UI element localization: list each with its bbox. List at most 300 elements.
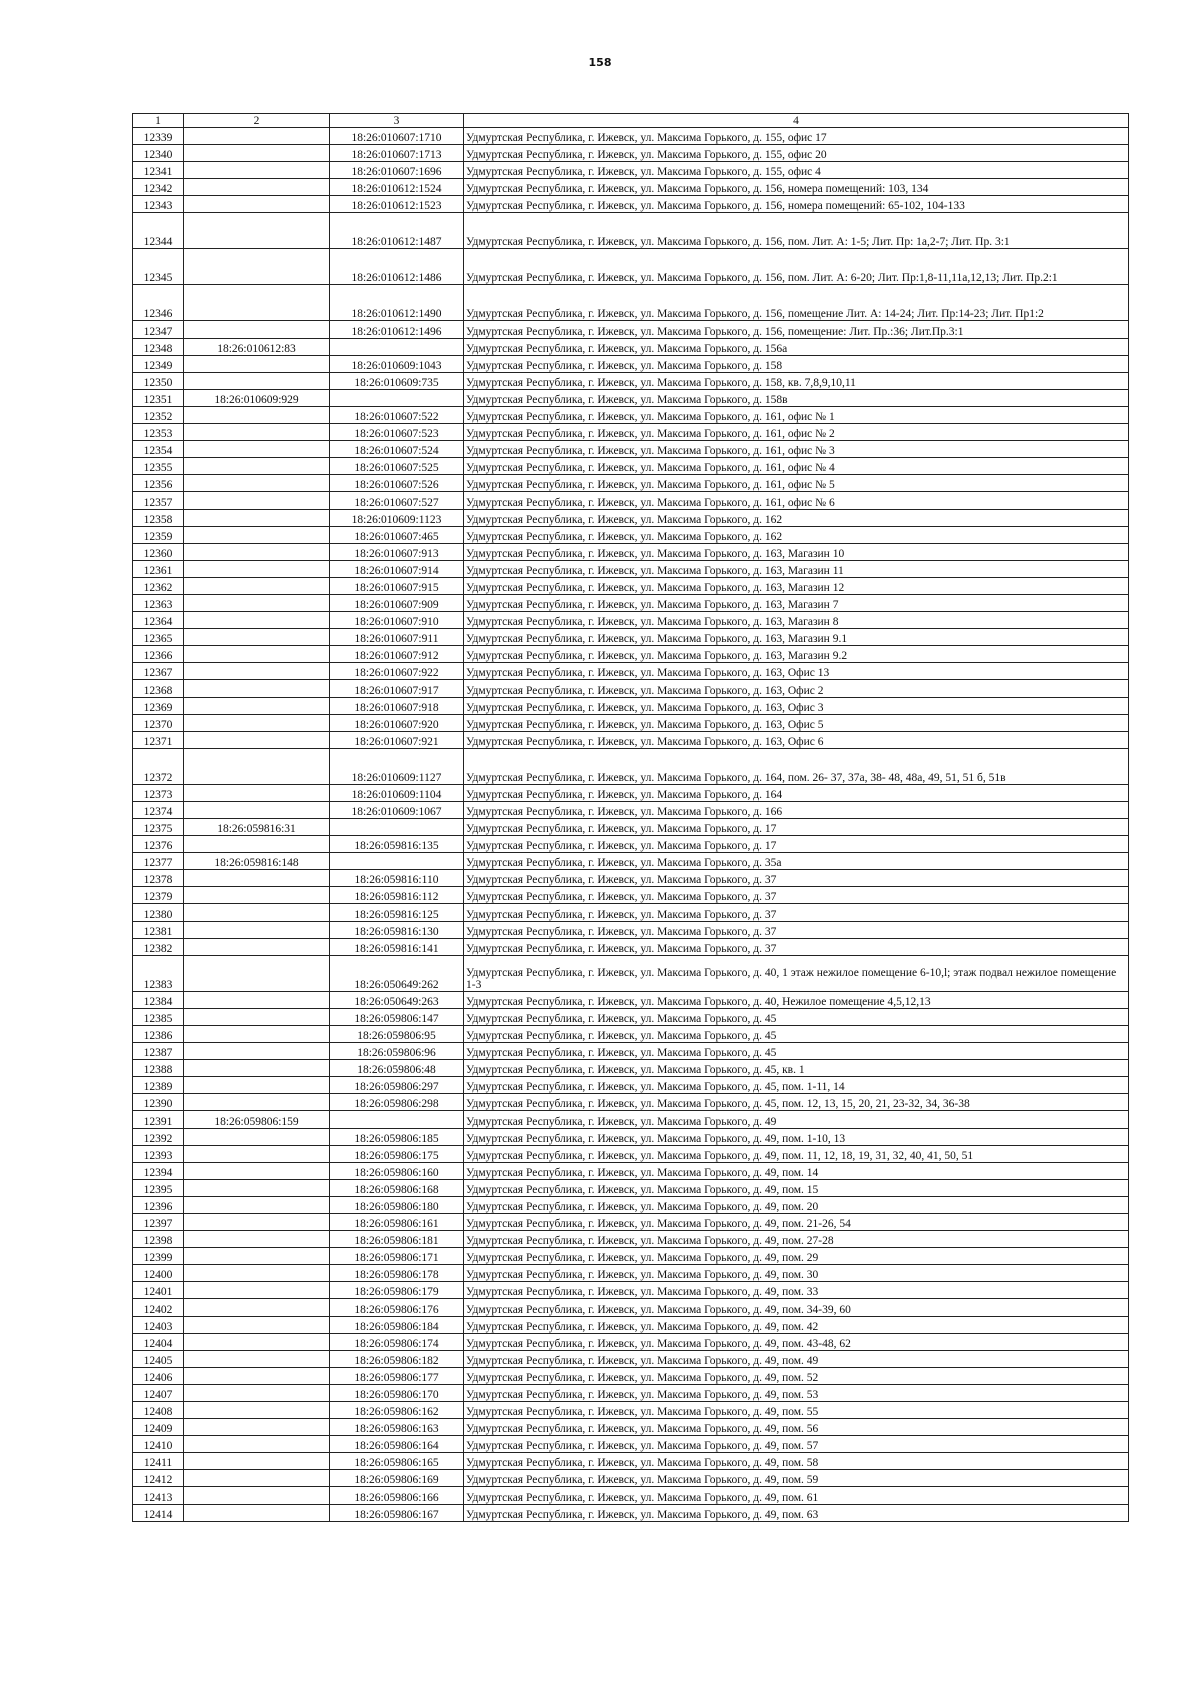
row-number: 12353 <box>133 424 184 441</box>
row-number: 12378 <box>133 870 184 887</box>
address: Удмуртская Республика, г. Ижевск, ул. Максима Горького, д. 158в <box>464 389 1129 406</box>
address: Удмуртская Республика, г. Ижевск, ул. Максима Горького, д. 49, пом. 57 <box>464 1436 1129 1453</box>
table-row <box>133 714 1129 731</box>
table-row <box>133 1179 1129 1196</box>
table-row <box>133 526 1129 543</box>
cadastral-number-col3: 18:26:010612:1523 <box>330 196 464 213</box>
row-number: 12376 <box>133 836 184 853</box>
row-number: 12400 <box>133 1265 184 1282</box>
address: Удмуртская Республика, г. Ижевск, ул. Максима Горького, д. 49, пом. 55 <box>464 1402 1129 1419</box>
row-number: 12377 <box>133 853 184 870</box>
cadastral-number-col2 <box>184 1248 330 1265</box>
cadastral-number-col3: 18:26:059816:112 <box>330 887 464 904</box>
row-number: 12407 <box>133 1384 184 1401</box>
cadastral-number-col3: 18:26:010609:1127 <box>330 748 464 784</box>
cadastral-number-col3: 18:26:059806:95 <box>330 1025 464 1042</box>
address: Удмуртская Республика, г. Ижевск, ул. Максима Горького, д. 45 <box>464 1025 1129 1042</box>
cadastral-number-col2 <box>184 1470 330 1487</box>
cadastral-number-col3: 18:26:010609:1067 <box>330 801 464 818</box>
address: Удмуртская Республика, г. Ижевск, ул. Максима Горького, д. 49, пом. 52 <box>464 1367 1129 1384</box>
address: Удмуртская Республика, г. Ижевск, ул. Максима Горького, д. 163, Магазин 11 <box>464 560 1129 577</box>
table-row <box>133 1367 1129 1384</box>
address: Удмуртская Республика, г. Ижевск, ул. Максима Горького, д. 45 <box>464 1043 1129 1060</box>
cadastral-number-col2 <box>184 424 330 441</box>
address: Удмуртская Республика, г. Ижевск, ул. Максима Горького, д. 161, офис № 3 <box>464 441 1129 458</box>
table-row <box>133 560 1129 577</box>
table-row <box>133 836 1129 853</box>
address: Удмуртская Республика, г. Ижевск, ул. Максима Горького, д. 49, пом. 42 <box>464 1316 1129 1333</box>
cadastral-number-col2 <box>184 836 330 853</box>
cadastral-number-col2 <box>184 492 330 509</box>
row-number: 12389 <box>133 1077 184 1094</box>
row-number: 12379 <box>133 887 184 904</box>
cadastral-number-col3: 18:26:059806:170 <box>330 1384 464 1401</box>
cadastral-number-col3: 18:26:059806:184 <box>330 1316 464 1333</box>
address: Удмуртская Республика, г. Ижевск, ул. Максима Горького, д. 155, офис 17 <box>464 128 1129 145</box>
cadastral-number-col2 <box>184 594 330 611</box>
cadastral-number-col2 <box>184 938 330 955</box>
cadastral-number-col3: 18:26:010612:1496 <box>330 321 464 338</box>
row-number: 12340 <box>133 145 184 162</box>
row-number: 12411 <box>133 1453 184 1470</box>
address: Удмуртская Республика, г. Ижевск, ул. Максима Горького, д. 163, Офис 2 <box>464 680 1129 697</box>
cadastral-number-col2 <box>184 1504 330 1521</box>
table-row <box>133 938 1129 955</box>
address: Удмуртская Республика, г. Ижевск, ул. Максима Горького, д. 156, номера помещений: 65-102, 104-133 <box>464 196 1129 213</box>
row-number: 12339 <box>133 128 184 145</box>
address: Удмуртская Республика, г. Ижевск, ул. Максима Горького, д. 49, пом. 11, 12, 18, 19, 31, 32, 40, 41, 50, 51 <box>464 1145 1129 1162</box>
table-row <box>133 680 1129 697</box>
table-row <box>133 128 1129 145</box>
table-row <box>133 1025 1129 1042</box>
cadastral-number-col2 <box>184 784 330 801</box>
row-number: 12401 <box>133 1282 184 1299</box>
cadastral-number-col2 <box>184 1025 330 1042</box>
cadastral-number-col3: 18:26:010607:523 <box>330 424 464 441</box>
cadastral-number-col2: 18:26:059806:159 <box>184 1111 330 1128</box>
cadastral-number-col3: 18:26:059806:175 <box>330 1145 464 1162</box>
cadastral-number-col2 <box>184 991 330 1008</box>
row-number: 12360 <box>133 543 184 560</box>
cadastral-number-col3 <box>330 1111 464 1128</box>
table-row <box>133 663 1129 680</box>
cadastral-number-col2 <box>184 213 330 249</box>
cadastral-number-col3: 18:26:010609:735 <box>330 372 464 389</box>
row-number: 12394 <box>133 1162 184 1179</box>
cadastral-number-col2 <box>184 748 330 784</box>
table-row <box>133 1265 1129 1282</box>
cadastral-number-col3: 18:26:010607:913 <box>330 543 464 560</box>
address: Удмуртская Республика, г. Ижевск, ул. Максима Горького, д. 162 <box>464 526 1129 543</box>
table-body <box>133 128 1129 1522</box>
row-number: 12359 <box>133 526 184 543</box>
row-number: 12350 <box>133 372 184 389</box>
row-number: 12397 <box>133 1213 184 1230</box>
address: Удмуртская Республика, г. Ижевск, ул. Максима Горького, д. 49, пом. 27-28 <box>464 1231 1129 1248</box>
row-number: 12370 <box>133 714 184 731</box>
cadastral-number-col3: 18:26:010607:525 <box>330 458 464 475</box>
table-row <box>133 1128 1129 1145</box>
cadastral-number-col2 <box>184 249 330 285</box>
row-number: 12413 <box>133 1487 184 1504</box>
address: Удмуртская Республика, г. Ижевск, ул. Максима Горького, д. 155, офис 4 <box>464 162 1129 179</box>
cadastral-number-col3: 18:26:010607:921 <box>330 731 464 748</box>
cadastral-number-col2 <box>184 1299 330 1316</box>
address: Удмуртская Республика, г. Ижевск, ул. Максима Горького, д. 45, пом. 12, 13, 15, 20, 21, 23-32, 34, 36-38 <box>464 1094 1129 1111</box>
cadastral-number-col2 <box>184 285 330 321</box>
table-row <box>133 249 1129 285</box>
address: Удмуртская Республика, г. Ижевск, ул. Максима Горького, д. 37 <box>464 870 1129 887</box>
address: Удмуртская Республика, г. Ижевск, ул. Максима Горького, д. 37 <box>464 904 1129 921</box>
table-row <box>133 697 1129 714</box>
cadastral-number-col3: 18:26:059806:298 <box>330 1094 464 1111</box>
cadastral-number-col3: 18:26:010607:524 <box>330 441 464 458</box>
row-number: 12374 <box>133 801 184 818</box>
cadastral-number-col2 <box>184 1043 330 1060</box>
cadastral-number-col3: 18:26:010607:918 <box>330 697 464 714</box>
row-number: 12402 <box>133 1299 184 1316</box>
cadastral-number-col3 <box>330 853 464 870</box>
table-row <box>133 179 1129 196</box>
cadastral-number-col3: 18:26:059806:174 <box>330 1333 464 1350</box>
address: Удмуртская Республика, г. Ижевск, ул. Максима Горького, д. 49, пом. 63 <box>464 1504 1129 1521</box>
cadastral-number-col3: 18:26:059806:168 <box>330 1179 464 1196</box>
table-row <box>133 162 1129 179</box>
cadastral-number-col2 <box>184 1179 330 1196</box>
cadastral-number-col3: 18:26:010607:912 <box>330 646 464 663</box>
address: Удмуртская Республика, г. Ижевск, ул. Максима Горького, д. 163, Магазин 7 <box>464 594 1129 611</box>
cadastral-number-col2 <box>184 697 330 714</box>
cadastral-number-col3: 18:26:059816:125 <box>330 904 464 921</box>
cadastral-number-col3: 18:26:059806:179 <box>330 1282 464 1299</box>
row-number: 12403 <box>133 1316 184 1333</box>
cadastral-number-col2 <box>184 196 330 213</box>
row-number: 12388 <box>133 1060 184 1077</box>
row-number: 12362 <box>133 577 184 594</box>
table-row <box>133 1504 1129 1521</box>
table-row <box>133 1384 1129 1401</box>
table-row <box>133 285 1129 321</box>
address: Удмуртская Республика, г. Ижевск, ул. Максима Горького, д. 49, пом. 34-39, 60 <box>464 1299 1129 1316</box>
cadastral-number-col3: 18:26:010609:1123 <box>330 509 464 526</box>
address: Удмуртская Республика, г. Ижевск, ул. Максима Горького, д. 163, Магазин 8 <box>464 612 1129 629</box>
table-row <box>133 1145 1129 1162</box>
row-number: 12391 <box>133 1111 184 1128</box>
row-number: 12365 <box>133 629 184 646</box>
cadastral-number-col2 <box>184 731 330 748</box>
table-row <box>133 213 1129 249</box>
address: Удмуртская Республика, г. Ижевск, ул. Максима Горького, д. 49, пом. 61 <box>464 1487 1129 1504</box>
row-number: 12382 <box>133 938 184 955</box>
cadastral-number-col3: 18:26:010607:522 <box>330 406 464 423</box>
table-row <box>133 1470 1129 1487</box>
table-row <box>133 389 1129 406</box>
table-row <box>133 475 1129 492</box>
row-number: 12363 <box>133 594 184 611</box>
cadastral-number-col3: 18:26:010607:909 <box>330 594 464 611</box>
cadastral-number-col3: 18:26:059816:110 <box>330 870 464 887</box>
table-header-row <box>133 114 1129 128</box>
address: Удмуртская Республика, г. Ижевск, ул. Максима Горького, д. 49, пом. 20 <box>464 1196 1129 1213</box>
address: Удмуртская Республика, г. Ижевск, ул. Максима Горького, д. 40, 1 этаж нежилое помещение 6-10,l; этаж подвал нежилое помещение 1-3 <box>464 955 1129 991</box>
cadastral-number-col3: 18:26:059806:178 <box>330 1265 464 1282</box>
address: Удмуртская Республика, г. Ижевск, ул. Максима Горького, д. 161, офис № 6 <box>464 492 1129 509</box>
address: Удмуртская Республика, г. Ижевск, ул. Максима Горького, д. 156, пом. Лит. А: 6-20; Лит. Пр:1,8-11,11а,12,13; Лит. Пр.2:1 <box>464 249 1129 285</box>
cadastral-number-col2 <box>184 1333 330 1350</box>
row-number: 12375 <box>133 819 184 836</box>
address: Удмуртская Республика, г. Ижевск, ул. Максима Горького, д. 49, пом. 29 <box>464 1248 1129 1265</box>
cadastral-number-col3: 18:26:059806:169 <box>330 1470 464 1487</box>
address: Удмуртская Республика, г. Ижевск, ул. Максима Горького, д. 163, Офис 3 <box>464 697 1129 714</box>
cadastral-number-col2 <box>184 1282 330 1299</box>
cadastral-number-col2 <box>184 1128 330 1145</box>
table-row <box>133 441 1129 458</box>
cadastral-number-col3: 18:26:010607:1710 <box>330 128 464 145</box>
row-number: 12354 <box>133 441 184 458</box>
row-number: 12352 <box>133 406 184 423</box>
cadastral-number-col3: 18:26:059806:161 <box>330 1213 464 1230</box>
cadastral-number-col2 <box>184 372 330 389</box>
address: Удмуртская Республика, г. Ижевск, ул. Максима Горького, д. 49, пом. 30 <box>464 1265 1129 1282</box>
cadastral-number-col2 <box>184 145 330 162</box>
row-number: 12383 <box>133 955 184 991</box>
row-number: 12410 <box>133 1436 184 1453</box>
table-row <box>133 904 1129 921</box>
address: Удмуртская Республика, г. Ижевск, ул. Максима Горького, д. 156а <box>464 338 1129 355</box>
row-number: 12342 <box>133 179 184 196</box>
address: Удмуртская Республика, г. Ижевск, ул. Максима Горького, д. 37 <box>464 887 1129 904</box>
address: Удмуртская Республика, г. Ижевск, ул. Максима Горького, д. 49, пом. 49 <box>464 1350 1129 1367</box>
cadastral-number-col2 <box>184 1419 330 1436</box>
cadastral-number-col3: 18:26:010612:1490 <box>330 285 464 321</box>
address: Удмуртская Республика, г. Ижевск, ул. Максима Горького, д. 163, Офис 13 <box>464 663 1129 680</box>
cadastral-number-col3: 18:26:010609:1043 <box>330 355 464 372</box>
cadastral-number-col2 <box>184 1384 330 1401</box>
table-row <box>133 1196 1129 1213</box>
table-row <box>133 870 1129 887</box>
table-row <box>133 1282 1129 1299</box>
cadastral-number-col3: 18:26:010609:1104 <box>330 784 464 801</box>
table-row <box>133 338 1129 355</box>
cadastral-number-col2 <box>184 128 330 145</box>
row-number: 12347 <box>133 321 184 338</box>
cadastral-number-col3: 18:26:010607:917 <box>330 680 464 697</box>
table-row <box>133 372 1129 389</box>
cadastral-number-col2 <box>184 1196 330 1213</box>
address: Удмуртская Республика, г. Ижевск, ул. Максима Горького, д. 164, пом. 26- 37, 37а, 38- 48, 48а, 49, 51, 51 б, 51в <box>464 748 1129 784</box>
table-row <box>133 1008 1129 1025</box>
cadastral-number-col2 <box>184 1231 330 1248</box>
cadastral-number-col2: 18:26:059816:31 <box>184 819 330 836</box>
row-number: 12369 <box>133 697 184 714</box>
cadastral-number-col2: 18:26:010612:83 <box>184 338 330 355</box>
table-row <box>133 629 1129 646</box>
cadastral-number-col2 <box>184 1145 330 1162</box>
table-row <box>133 355 1129 372</box>
cadastral-number-col2: 18:26:059816:148 <box>184 853 330 870</box>
table-row <box>133 784 1129 801</box>
column-header-3: 3 <box>330 114 464 128</box>
address: Удмуртская Республика, г. Ижевск, ул. Максима Горького, д. 158 <box>464 355 1129 372</box>
cadastral-number-col2 <box>184 475 330 492</box>
cadastral-number-col3: 18:26:059816:141 <box>330 938 464 955</box>
row-number: 12366 <box>133 646 184 663</box>
cadastral-number-col3: 18:26:059816:130 <box>330 921 464 938</box>
table-row <box>133 1453 1129 1470</box>
cadastral-number-col3: 18:26:059806:162 <box>330 1402 464 1419</box>
row-number: 12367 <box>133 663 184 680</box>
cadastral-number-col3: 18:26:059806:160 <box>330 1162 464 1179</box>
table-row <box>133 1060 1129 1077</box>
table-row <box>133 1111 1129 1128</box>
table-row <box>133 1043 1129 1060</box>
cadastral-number-col3: 18:26:010607:465 <box>330 526 464 543</box>
cadastral-number-col2 <box>184 560 330 577</box>
address: Удмуртская Республика, г. Ижевск, ул. Максима Горького, д. 49, пом. 56 <box>464 1419 1129 1436</box>
cadastral-number-col3: 18:26:010607:1696 <box>330 162 464 179</box>
cadastral-number-col3: 18:26:059806:147 <box>330 1008 464 1025</box>
column-header-1: 1 <box>133 114 184 128</box>
cadastral-number-col3: 18:26:059806:171 <box>330 1248 464 1265</box>
address: Удмуртская Республика, г. Ижевск, ул. Максима Горького, д. 37 <box>464 938 1129 955</box>
row-number: 12371 <box>133 731 184 748</box>
row-number: 12368 <box>133 680 184 697</box>
cadastral-number-col2 <box>184 714 330 731</box>
cadastral-number-col3: 18:26:050649:262 <box>330 955 464 991</box>
cadastral-number-col2 <box>184 1077 330 1094</box>
address: Удмуртская Республика, г. Ижевск, ул. Максима Горького, д. 166 <box>464 801 1129 818</box>
cadastral-number-col2 <box>184 1213 330 1230</box>
cadastral-number-col2 <box>184 509 330 526</box>
table-row <box>133 1299 1129 1316</box>
cadastral-number-col3: 18:26:010612:1524 <box>330 179 464 196</box>
row-number: 12412 <box>133 1470 184 1487</box>
row-number: 12357 <box>133 492 184 509</box>
row-number: 12345 <box>133 249 184 285</box>
cadastral-number-col3: 18:26:059806:164 <box>330 1436 464 1453</box>
cadastral-number-col2 <box>184 612 330 629</box>
table-row <box>133 1436 1129 1453</box>
cadastral-number-col2 <box>184 663 330 680</box>
cadastral-number-col3: 18:26:059806:176 <box>330 1299 464 1316</box>
cadastral-number-col2 <box>184 441 330 458</box>
address: Удмуртская Республика, г. Ижевск, ул. Максима Горького, д. 49, пом. 43-48, 62 <box>464 1333 1129 1350</box>
row-number: 12392 <box>133 1128 184 1145</box>
cadastral-number-col3 <box>330 389 464 406</box>
cadastral-number-col3 <box>330 338 464 355</box>
address: Удмуртская Республика, г. Ижевск, ул. Максима Горького, д. 17 <box>464 836 1129 853</box>
cadastral-number-col2 <box>184 1060 330 1077</box>
address: Удмуртская Республика, г. Ижевск, ул. Максима Горького, д. 49, пом. 53 <box>464 1384 1129 1401</box>
address: Удмуртская Республика, г. Ижевск, ул. Максима Горького, д. 49, пом. 1-10, 13 <box>464 1128 1129 1145</box>
table-row <box>133 1333 1129 1350</box>
cadastral-number-col3: 18:26:059806:96 <box>330 1043 464 1060</box>
row-number: 12395 <box>133 1179 184 1196</box>
row-number: 12344 <box>133 213 184 249</box>
row-number: 12361 <box>133 560 184 577</box>
address: Удмуртская Республика, г. Ижевск, ул. Максима Горького, д. 161, офис № 4 <box>464 458 1129 475</box>
row-number: 12349 <box>133 355 184 372</box>
address: Удмуртская Республика, г. Ижевск, ул. Максима Горького, д. 164 <box>464 784 1129 801</box>
cadastral-number-col3: 18:26:010607:915 <box>330 577 464 594</box>
address: Удмуртская Республика, г. Ижевск, ул. Максима Горького, д. 163, Магазин 10 <box>464 543 1129 560</box>
address: Удмуртская Республика, г. Ижевск, ул. Максима Горького, д. 45, кв. 1 <box>464 1060 1129 1077</box>
row-number: 12384 <box>133 991 184 1008</box>
address: Удмуртская Республика, г. Ижевск, ул. Максима Горького, д. 155, офис 20 <box>464 145 1129 162</box>
row-number: 12385 <box>133 1008 184 1025</box>
cadastral-number-col3: 18:26:059806:185 <box>330 1128 464 1145</box>
row-number: 12405 <box>133 1350 184 1367</box>
address: Удмуртская Республика, г. Ижевск, ул. Максима Горького, д. 49, пом. 33 <box>464 1282 1129 1299</box>
address: Удмуртская Республика, г. Ижевск, ул. Максима Горького, д. 49, пом. 14 <box>464 1162 1129 1179</box>
address: Удмуртская Республика, г. Ижевск, ул. Максима Горького, д. 163, Офис 5 <box>464 714 1129 731</box>
cadastral-number-col2 <box>184 1008 330 1025</box>
row-number: 12372 <box>133 748 184 784</box>
table-row <box>133 748 1129 784</box>
cadastral-number-col2: 18:26:010609:929 <box>184 389 330 406</box>
row-number: 12408 <box>133 1402 184 1419</box>
cadastral-number-col3: 18:26:059806:297 <box>330 1077 464 1094</box>
cadastral-number-col3: 18:26:010607:527 <box>330 492 464 509</box>
address: Удмуртская Республика, г. Ижевск, ул. Максима Горького, д. 156, пом. Лит. А: 1-5; Лит. Пр: 1а,2-7; Лит. Пр. 3:1 <box>464 213 1129 249</box>
address: Удмуртская Республика, г. Ижевск, ул. Максима Горького, д. 17 <box>464 819 1129 836</box>
row-number: 12351 <box>133 389 184 406</box>
row-number: 12346 <box>133 285 184 321</box>
address: Удмуртская Республика, г. Ижевск, ул. Максима Горького, д. 49, пом. 59 <box>464 1470 1129 1487</box>
cadastral-number-col2 <box>184 904 330 921</box>
cadastral-number-col2 <box>184 1094 330 1111</box>
cadastral-number-col2 <box>184 870 330 887</box>
cadastral-number-col2 <box>184 543 330 560</box>
table-row <box>133 921 1129 938</box>
row-number: 12393 <box>133 1145 184 1162</box>
cadastral-number-col2 <box>184 680 330 697</box>
cadastral-number-col2 <box>184 1367 330 1384</box>
table-row <box>133 1350 1129 1367</box>
cadastral-number-col3: 18:26:010607:911 <box>330 629 464 646</box>
cadastral-number-col2 <box>184 458 330 475</box>
table-row <box>133 509 1129 526</box>
cadastral-number-col3: 18:26:010612:1487 <box>330 213 464 249</box>
cadastral-number-col2 <box>184 646 330 663</box>
cadastral-number-col3: 18:26:050649:263 <box>330 991 464 1008</box>
table-row <box>133 731 1129 748</box>
cadastral-number-col2 <box>184 955 330 991</box>
row-number: 12387 <box>133 1043 184 1060</box>
cadastral-number-col3: 18:26:059806:48 <box>330 1060 464 1077</box>
row-number: 12390 <box>133 1094 184 1111</box>
cadastral-number-col3: 18:26:010607:920 <box>330 714 464 731</box>
table-row <box>133 1487 1129 1504</box>
cadastral-number-col3: 18:26:010612:1486 <box>330 249 464 285</box>
cadastral-number-col2 <box>184 1350 330 1367</box>
row-number: 12341 <box>133 162 184 179</box>
cadastral-number-col2 <box>184 1402 330 1419</box>
row-number: 12381 <box>133 921 184 938</box>
cadastral-number-col2 <box>184 629 330 646</box>
cadastral-number-col3: 18:26:059806:167 <box>330 1504 464 1521</box>
cadastral-number-col2 <box>184 179 330 196</box>
row-number: 12356 <box>133 475 184 492</box>
cadastral-number-col2 <box>184 526 330 543</box>
table-row <box>133 577 1129 594</box>
cadastral-number-col3: 18:26:059806:182 <box>330 1350 464 1367</box>
address: Удмуртская Республика, г. Ижевск, ул. Максима Горького, д. 163, Магазин 9.1 <box>464 629 1129 646</box>
cadastral-number-col3: 18:26:059806:163 <box>330 1419 464 1436</box>
address: Удмуртская Республика, г. Ижевск, ул. Максима Горького, д. 49, пом. 15 <box>464 1179 1129 1196</box>
address: Удмуртская Республика, г. Ижевск, ул. Максима Горького, д. 49, пом. 21-26, 54 <box>464 1213 1129 1230</box>
cadastral-number-col2 <box>184 162 330 179</box>
